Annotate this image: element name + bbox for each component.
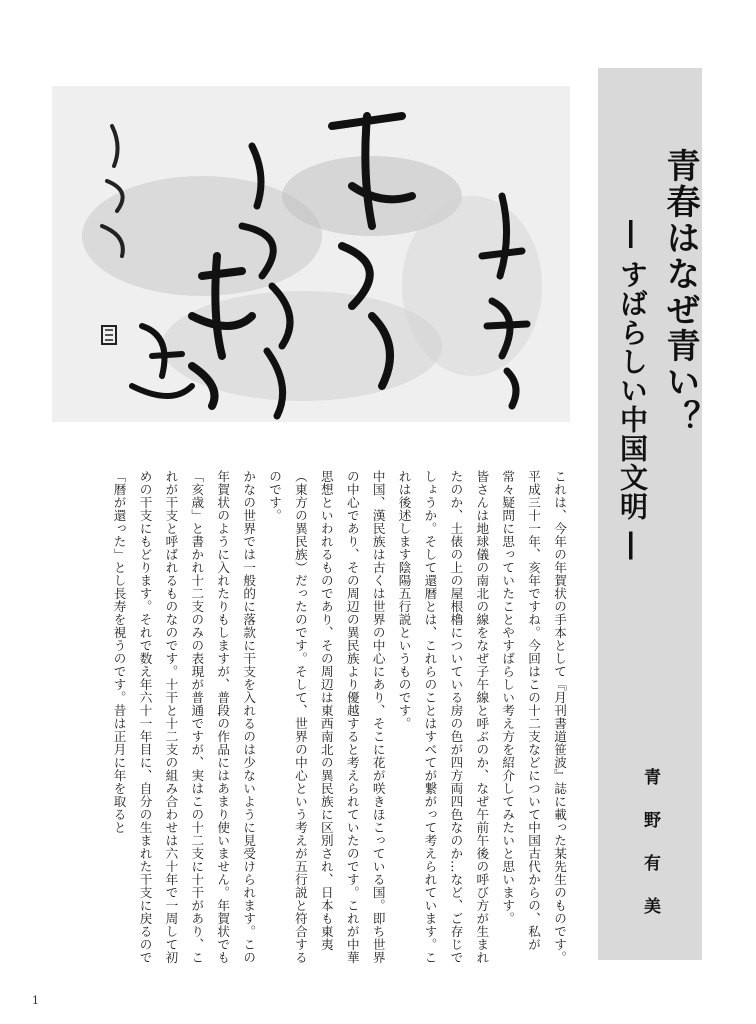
paragraph: これは、今年の年賀状の手本として『月刊書道笹波』誌に載った某先生のものです。 xyxy=(552,470,567,964)
paragraph: かなの世界では一般的に落款に干支を入れるのは少ないように見受けられます。この年賀状のように入れたりもしますが、普段の作品にはあまり使いません。年賀状でも「亥歳」と書かれ十二支のみの表現が普通ですが、実はこの十二支に十干があり、これが干支と呼ばれるものなのです。十干と十二支の組み合わせは六十年で一周して初めの干支にもどります。それで数え年六十一年目に、自分の生まれた干支に戻るので「暦が還った」とし長寿を視うのです。昔は正月に年を取ると xyxy=(111,470,257,964)
paragraph: 中国、漢民族は古くは世界の中心にあり、そこに花が咲きほこっている国。即ち世界の中心であり、その周辺の異民族より優越すると考えられていたのです。これが中華思想といわれるものであり、その周辺は東西南北の異民族に区別され、日本も東夷（東方の異民族）だったのです。そして、世界の中心という考えが五行説と符合するのです。 xyxy=(267,470,386,964)
title-panel xyxy=(598,68,702,960)
article-title: 青春はなぜ青い？ xyxy=(660,148,700,436)
article-body xyxy=(52,470,572,964)
author-name: 青野有美 xyxy=(640,768,660,940)
calligraphy-icon xyxy=(52,86,570,422)
paragraph: 皆さんは地球儀の南北の線をなぜ子午線と呼ぶのか、なぜ午前午後の呼び方が生まれたのか、土俵の上の屋根櫓についている房の色が四方両四色なのか…など、ご存じでしょうか。そして還暦とは、これらのことはすべてが繋がって考えられています。これは後述します陰陽五行説というものです。 xyxy=(396,470,490,964)
article-subtitle: ― すばらしい中国文明 ― xyxy=(616,220,649,561)
calligraphy-artwork xyxy=(52,86,570,422)
paragraph: 平成三十一年、亥年ですね。今回はこの十二支などについて中国古代からの、私が常々疑問に思っていたことやすばらしい考え方を紹介してみたいと思います。 xyxy=(500,470,542,951)
page-number: 1 xyxy=(32,994,39,1007)
